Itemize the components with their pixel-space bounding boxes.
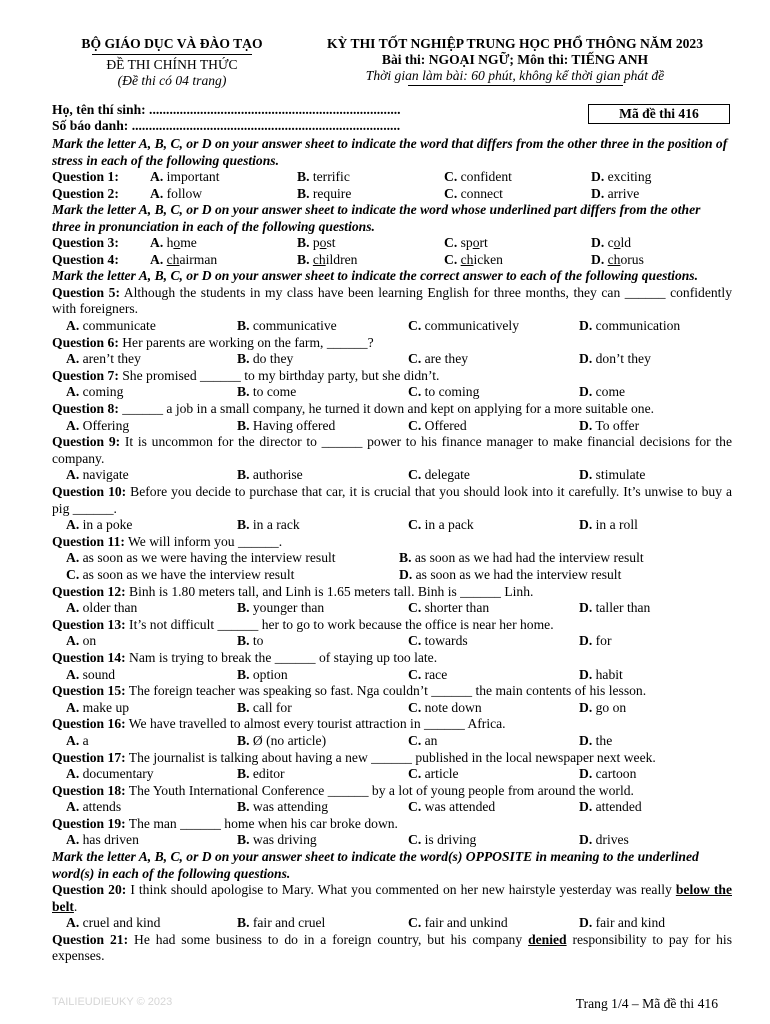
candidate-name-line: Họ, tên thí sinh: ..........................................................................: [52, 102, 401, 117]
question-6-options: [52, 351, 732, 368]
question-label: Question 16:: [52, 716, 126, 732]
option-d: D. taller than: [579, 600, 651, 616]
option-c: C. an: [408, 732, 438, 748]
option-d: D. go on: [579, 699, 627, 715]
option-d: D. cold: [591, 235, 632, 251]
option-d: D. attended: [579, 799, 642, 815]
option-c: C. communicatively: [408, 318, 519, 334]
option-c: C. delegate: [408, 467, 470, 483]
option-d: D. come: [579, 384, 626, 400]
question-8-options: [52, 418, 732, 435]
option-b: B. children: [297, 251, 358, 267]
question-18-options: [52, 799, 732, 816]
question-label: Question 5:: [52, 284, 120, 300]
exam-code-box: Mã đề thi 416: [588, 104, 730, 124]
candidate-id-line: Số báo danh: ...............................................................................: [52, 118, 401, 133]
question-17-stem: Question 17: The journalist is talking about having a new ______ published in the local newspaper next week.: [52, 749, 656, 765]
option-c: C. confident: [444, 169, 512, 184]
option-a: A. aren’t they: [66, 351, 141, 367]
exam-time: Thời gian làm bài: 60 phút, không kể thời gian phát đề: [365, 68, 665, 83]
question-2: [52, 186, 732, 203]
option-c: C. shorter than: [408, 600, 490, 616]
option-a: A. as soon as we were having the interview result: [66, 550, 336, 566]
question-7-options: [52, 384, 732, 401]
option-b: B. require: [297, 185, 352, 201]
option-d: D. don’t they: [579, 351, 651, 367]
question-11-options: [52, 550, 732, 567]
question-13-options: [52, 633, 732, 650]
question-label: Question 7:: [52, 367, 119, 383]
option-b: B. fair and cruel: [237, 915, 326, 931]
underlined-phrase: below the belt: [52, 882, 732, 914]
option-b: B. in a rack: [237, 517, 300, 533]
question-label: Question 15:: [52, 683, 126, 699]
option-d: D. drives: [579, 832, 629, 848]
option-b: B. authorise: [237, 467, 303, 483]
option-a: A. attends: [66, 799, 122, 815]
question-label: Question 2:: [52, 185, 119, 201]
option-c: C. are they: [408, 351, 469, 367]
option-c: C. was attended: [408, 799, 496, 815]
option-b: B. do they: [237, 351, 294, 367]
option-a: A. a: [66, 732, 89, 748]
header-divider: [92, 54, 252, 55]
question-5-options: [52, 318, 732, 335]
question-15-options: [52, 700, 732, 717]
option-a: A. follow: [150, 185, 203, 201]
option-a: A. important: [150, 169, 220, 184]
question-10-stem: Question 10: Before you decide to purchase that car, it is crucial that you should look into it carefully. It’s unwise to buy a pig ______.: [52, 484, 732, 516]
question-16-options: [52, 733, 732, 750]
option-c: C. fair and unkind: [408, 915, 508, 931]
option-a: A. sound: [66, 666, 116, 682]
question-label: Question 9:: [52, 434, 121, 450]
question-label: Question 14:: [52, 649, 126, 665]
option-b: B. as soon as we had had the interview result: [399, 550, 644, 566]
option-b: B. younger than: [237, 600, 325, 616]
option-c: C. article: [408, 766, 459, 782]
page-count-note: (Đề thi có 04 trang): [117, 73, 227, 88]
option-a: A. communicate: [66, 318, 156, 334]
option-a: A. home: [150, 235, 197, 251]
question-label: Question 17:: [52, 749, 126, 765]
option-d: D. communication: [579, 318, 681, 334]
question-9-stem: Question 9: It is uncommon for the director to ______ power to his finance manager to make financial decisions for the company.: [52, 434, 732, 466]
question-20-options: [52, 915, 732, 932]
option-b: B. option: [237, 666, 288, 682]
option-a: A. coming: [66, 384, 124, 400]
question-7-stem: Question 7: She promised ______ to my birthday party, but she didn’t.: [52, 367, 440, 383]
question-label: Question 4:: [52, 251, 119, 267]
option-a: A. documentary: [66, 766, 154, 782]
header-left: [52, 36, 292, 89]
option-b: B. terrific: [297, 169, 350, 184]
option-a: A. cruel and kind: [66, 915, 161, 931]
option-c: C. in a pack: [408, 517, 474, 533]
option-a: A. in a poke: [66, 517, 133, 533]
question-9-options: [52, 467, 732, 484]
option-b: B. to come: [237, 384, 297, 400]
option-c: C. Offered: [408, 417, 467, 433]
question-11-stem: Question 11: We will inform you ______.: [52, 533, 283, 549]
official-label: ĐỀ THI CHÍNH THỨC: [106, 57, 238, 72]
question-5-stem: Question 5: Although the students in my class have been learning English for three months, they can ______ confidently with foreigners.: [52, 284, 733, 317]
question-8-stem: Question 8: ______ a job in a small company, he turned it down and kept on applying for a more suitable one.: [52, 401, 655, 417]
option-c: C. as soon as we have the interview result: [66, 566, 295, 582]
question-12-stem: Question 12: Binh is 1.80 meters tall, and Linh is 1.65 meters tall. Binh is ______ Linh.: [52, 583, 534, 599]
option-c: C. sport: [444, 235, 488, 251]
option-d: D. habit: [579, 666, 623, 682]
question-20-stem: Question 20: I think should apologise to Mary. What you commented on her new hairstyle yesterday was really below the belt.: [52, 882, 732, 914]
question-4: [52, 252, 732, 269]
question-label: Question 21:: [52, 931, 129, 947]
option-b: B. post: [297, 235, 336, 251]
option-a: A. older than: [66, 600, 138, 616]
instruction-pronunciation: Mark the letter A, B, C, or D on your answer sheet to indicate the word whose underlined part differs from the other three in pronunciation in each of the following questions.: [52, 202, 701, 234]
question-label: Question 6:: [52, 334, 119, 350]
option-d: D. To offer: [579, 417, 640, 433]
option-c: C. race: [408, 666, 448, 682]
question-3: [52, 235, 732, 252]
option-c: C. connect: [444, 185, 503, 201]
question-label: Question 10:: [52, 484, 127, 499]
option-c: C. is driving: [408, 832, 477, 848]
option-c: C. chicken: [444, 251, 503, 267]
option-c: C. towards: [408, 633, 468, 649]
option-d: D. cartoon: [579, 766, 637, 782]
question-label: Question 3:: [52, 235, 119, 251]
option-a: A. chairman: [150, 251, 218, 267]
option-b: B. was attending: [237, 799, 328, 815]
question-label: Question 19:: [52, 815, 126, 831]
option-b: B. to: [237, 633, 264, 649]
ministry-name: BỘ GIÁO DỤC VÀ ĐÀO TẠO: [81, 36, 263, 51]
exam-header: [52, 36, 732, 98]
question-label: Question 20:: [52, 882, 127, 898]
question-19-options: [52, 832, 732, 849]
header-right: [290, 36, 740, 86]
option-a: A. Offering: [66, 417, 130, 433]
option-d: D. fair and kind: [579, 915, 666, 931]
option-a: A. make up: [66, 699, 130, 715]
multiple-choice-block: [52, 285, 732, 849]
question-16-stem: Question 16: We have travelled to almost every tourist attraction in ______ Africa.: [52, 716, 506, 732]
question-13-stem: Question 13: It’s not difficult ______ her to go to work because the office is near her home.: [52, 616, 554, 632]
question-label: Question 13:: [52, 616, 126, 632]
question-14-stem: Question 14: Nam is trying to break the ______ of staying up too late.: [52, 649, 438, 665]
question-18-stem: Question 18: The Youth International Conference ______ by a lot of young people from around the world.: [52, 782, 634, 798]
question-15-stem: Question 15: The foreign teacher was speaking so fast. Nga couldn’t ______ the main contents of his lesson.: [52, 683, 647, 699]
option-d: D. for: [579, 633, 612, 649]
question-10-options: [52, 517, 732, 534]
question-label: Question 12:: [52, 583, 126, 599]
option-b: B. communicative: [237, 318, 337, 334]
option-d: D. as soon as we had the interview result: [399, 566, 622, 582]
footer-page-number: Trang 1/4 – Mã đề thi 416: [575, 996, 718, 1011]
question-label: Question 11:: [52, 533, 125, 549]
option-d: D. arrive: [591, 185, 640, 201]
instruction-opposite: Mark the letter A, B, C, or D on your answer sheet to indicate the word(s) OPPOSITE in meaning to the underlined word(s) in each of the following questions.: [52, 849, 699, 881]
question-11-options: [52, 567, 732, 584]
question-21-stem: Question 21: He had some business to do in a foreign country, but his company denied responsibility to pay for his expenses.: [52, 931, 732, 964]
footer-watermark: TAILIEUDIEUKY © 2023: [52, 996, 173, 1008]
option-d: D. stimulate: [579, 467, 646, 483]
option-d: D. the: [579, 732, 613, 748]
option-a: A. has driven: [66, 832, 139, 848]
question-19-stem: Question 19: The man ______ home when his car broke down.: [52, 815, 398, 831]
option-d: D. exciting: [591, 169, 652, 184]
option-c: C. note down: [408, 699, 482, 715]
option-b: B. editor: [237, 766, 285, 782]
exam-subject: Bài thi: NGOẠI NGỮ; Môn thi: TIẾNG ANH: [381, 52, 649, 67]
instruction-stress: Mark the letter A, B, C, or D on your answer sheet to indicate the word that differs from the other three in the position of stress in each of the following questions.: [52, 136, 728, 168]
option-b: B. Having offered: [237, 417, 336, 433]
instruction-correct: Mark the letter A, B, C, or D on your answer sheet to indicate the correct answer to each of the following questions.: [52, 268, 698, 284]
option-d: D. in a roll: [579, 517, 638, 533]
question-12-options: [52, 600, 732, 617]
exam-title: KỲ THI TỐT NGHIỆP TRUNG HỌC PHỔ THÔNG NĂM 2023: [326, 36, 704, 51]
question-6-stem: Question 6: Her parents are working on the farm, ______?: [52, 334, 374, 350]
question-17-options: [52, 766, 732, 783]
exam-page: [52, 36, 732, 965]
option-a: A. navigate: [66, 467, 129, 483]
option-b: B. Ø (no article): [237, 732, 327, 748]
option-c: C. to coming: [408, 384, 480, 400]
option-b: B. was driving: [237, 832, 317, 848]
option-a: A. on: [66, 633, 97, 649]
question-label: Question 8:: [52, 401, 119, 417]
header-right-divider: [408, 85, 623, 86]
question-1: [52, 169, 732, 186]
question-14-options: [52, 667, 732, 684]
question-label: Question 18:: [52, 782, 126, 798]
underlined-word: denied: [528, 931, 567, 947]
candidate-info: [52, 102, 732, 136]
option-d: D. chorus: [591, 251, 644, 267]
option-b: B. call for: [237, 699, 292, 715]
question-label: Question 1:: [52, 169, 119, 184]
